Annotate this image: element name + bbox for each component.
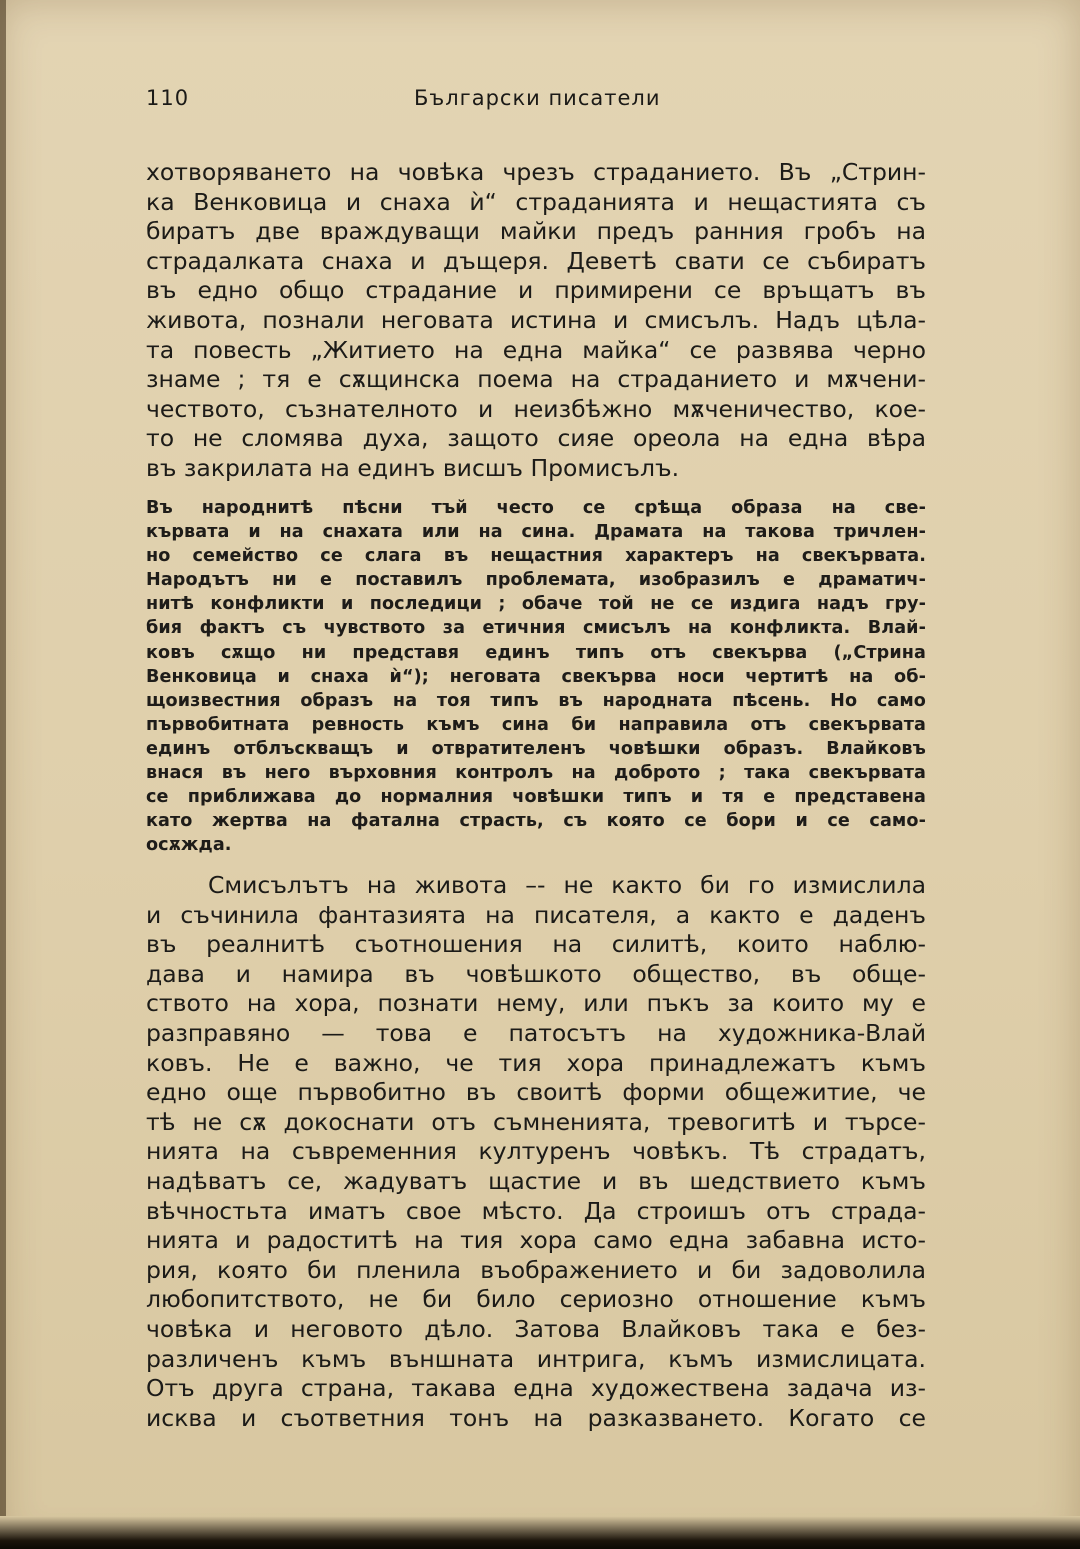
text-line: ка Венковица и снаха ѝ“ страданията и нещастията съ <box>146 187 926 216</box>
text-line: различенъ къмъ външната интрига, къмъ измислицата. <box>146 1344 926 1373</box>
note-line: се приближава до нормалния човѣшки типъ и тя е представена <box>146 787 926 808</box>
paragraph-2 <box>146 871 926 1433</box>
text-line: едно още първобитно въ своитѣ форми общежитие, че <box>146 1078 926 1107</box>
note-line: единъ отблъскващъ и отвратителенъ човѣшки образъ. Влайковъ <box>146 738 926 759</box>
paragraph-1 <box>146 158 926 484</box>
note-line: кървата и на снахата или на сина. Драмата на такова тричлен- <box>146 522 926 543</box>
note-line: първобитната ревность къмъ сина би направила отъ свекървата <box>146 714 926 735</box>
text-line: ковъ. Не е важно, че тия хора принадлежатъ къмъ <box>146 1048 926 1077</box>
note-line: внася въ него върховния контролъ на доброто ; така свекървата <box>146 763 926 784</box>
text-line: рия, която би пленила въображението и би задоволила <box>146 1255 926 1284</box>
text-line: тѣ не сѫ докоснати отъ съмненията, тревогитѣ и търсе- <box>146 1107 926 1136</box>
text-line: Отъ друга страна, такава една художествена задача из- <box>146 1374 926 1403</box>
note-line: щоизвестния образъ на тоя типъ въ народната пѣсень. Но само <box>146 690 926 711</box>
text-line: любопитството, не би било сериозно отношение къмъ <box>146 1285 926 1314</box>
note-line: осѫжда. <box>146 835 232 856</box>
text-line: биратъ две враждуващи майки предъ ранния гробъ на <box>146 217 926 246</box>
text-line: човѣка и неговото дѣло. Затова Влайковъ така е без- <box>146 1314 926 1343</box>
text-line: нията на съвременния културенъ човѣкъ. Тѣ страдатъ, <box>146 1137 926 1166</box>
running-head <box>146 86 926 120</box>
text-line: нията и радоститѣ на тия хора само една забавна исто- <box>146 1226 926 1255</box>
note-line: но семейство се слага въ нещастния характеръ на свекървата. <box>146 546 926 567</box>
running-title: Български писатели <box>414 86 661 110</box>
text-line: исква и съответния тонъ на разказването. Когато се <box>146 1403 926 1432</box>
note-line: Въ народнитѣ пѣсни тъй често се срѣща образа на све- <box>146 498 926 518</box>
note-line: нитѣ конфликти и последици ; обаче той не се издига надъ гру- <box>146 594 926 615</box>
note-line: ковъ сѫщо ни представя единъ типъ отъ свекърва („Стрина <box>146 642 926 663</box>
text-line: и съчинила фантазията на писателя, а както е даденъ <box>146 900 926 929</box>
text-line: живота, познали неговата истина и смисълъ. Надъ цѣла- <box>146 305 926 334</box>
text-line: надѣватъ се, жадуватъ щастие и въ шедствието къмъ <box>146 1166 926 1195</box>
text-line: страдалката снаха и дъщеря. Деветѣ свати се събиратъ <box>146 246 926 275</box>
text-line: та повесть „Житието на една майка“ се развява черно <box>146 335 926 364</box>
text-line: дава и намира въ човѣшкото общество, въ обще- <box>146 959 926 988</box>
text-line: Смисълътъ на живота –- не както би го измислила <box>208 871 926 899</box>
note-paragraph <box>146 496 926 857</box>
text-line: разправяно — това е патосътъ на художника-Влай <box>146 1018 926 1047</box>
text-line: въ едно общо страдание и примирени се връщатъ въ <box>146 276 926 305</box>
page-bottom-edge <box>0 1516 1080 1549</box>
note-line: Народътъ ни е поставилъ проблемата, изобразилъ е драматич- <box>146 570 926 591</box>
text-line: вѣчностьта иматъ свое мѣсто. Да строишъ отъ страда- <box>146 1196 926 1225</box>
note-line: като жертва на фатална страсть, съ която се бори и се само- <box>146 811 926 832</box>
text-line: хотворяването на човѣка чрезъ страданието. Въ „Стрин- <box>146 158 926 186</box>
note-line: бия фактъ съ чувството за етичния смисълъ на конфликта. Влай- <box>146 618 926 639</box>
page-binding-edge <box>0 0 6 1549</box>
note-line: Венковица и снаха ѝ“); неговата свекърва носи чертитѣ на об- <box>146 666 926 687</box>
text-line: въ закрилата на единъ висшъ Промисълъ. <box>146 453 680 482</box>
text-line: то не сломява духа, защото сияе ореола на една вѣра <box>146 424 926 453</box>
text-line: знаме ; тя е сѫщинска поема на страданието и мѫчени- <box>146 365 926 394</box>
text-line: ството на хора, познати нему, или пъкъ за които му е <box>146 989 926 1018</box>
text-line: въ реалнитѣ съотношения на силитѣ, които наблю- <box>146 930 926 959</box>
page-number: 110 <box>146 86 190 110</box>
text-line: чеството, съзнателното и неизбѣжно мѫченичество, кое- <box>146 394 926 423</box>
